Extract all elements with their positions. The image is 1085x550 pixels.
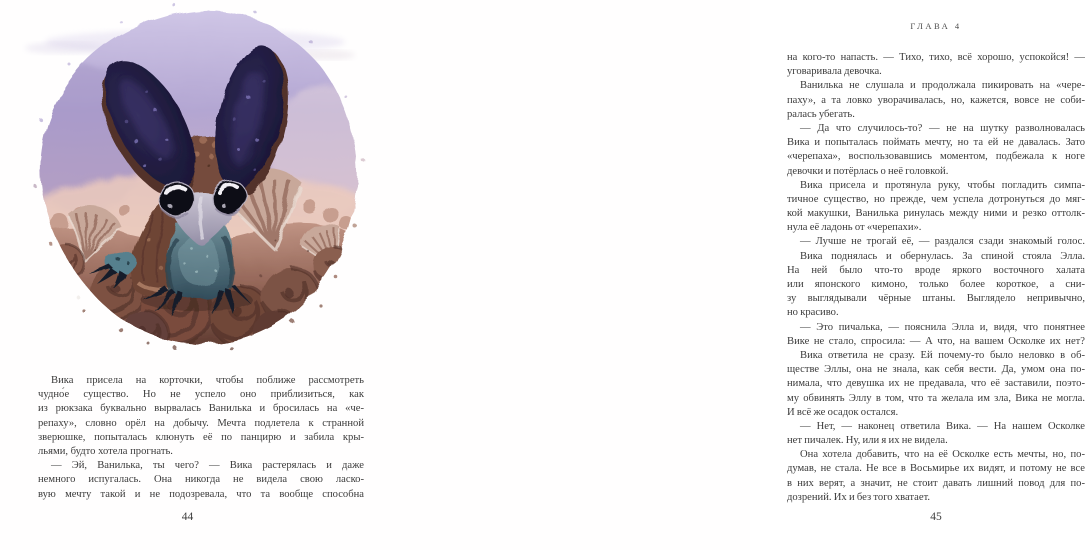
- text-line: Вика присела на корточки, чтобы поближе рассмотреть: [51, 375, 364, 386]
- text-line: Ванилька не слушала и продолжала пикировать на «чере-: [800, 80, 1085, 92]
- text-line: — Нет, — наконец ответила Вика. — На нашем Осколке: [800, 420, 1085, 432]
- text-line: девочки и потёрлась о неё головкой.: [787, 165, 949, 177]
- text-line: уговаривала девочка.: [787, 66, 882, 78]
- text-line: льями, будто хотела прогнать.: [38, 445, 173, 457]
- text-line: зверюшке, попыталась клюнуть её по панцирю и забила кры-: [38, 431, 364, 443]
- text-line: ралась убегать.: [787, 108, 855, 120]
- text-line: зу выглядывали чёрные штаны. Выглядело непривычно,: [787, 293, 1085, 305]
- text-line: Вике не стало, спросила: — А что, на вашем Осколке их нет?: [787, 335, 1085, 347]
- creature-illustration-svg: [25, 0, 360, 352]
- text-line: Вика и попыталась поймать мечту, но та ей не давалась. Зато: [787, 137, 1085, 149]
- text-line: И всё же осадок остался.: [787, 406, 899, 418]
- text-line: Она хотела добавить, что на её Осколке есть мечты, но, по-: [800, 449, 1085, 461]
- text-line: немного испугалась. Она никогда не видела свою ласко-: [38, 474, 364, 486]
- text-line: нет пичалек. Ну, или я их не видела.: [787, 435, 948, 447]
- text-line: Вика присела и протянула руку, чтобы погладить симпа-: [800, 179, 1085, 191]
- text-line: чудно́е существо. Но не успело оно приблизиться, как: [38, 389, 364, 401]
- right-page-text: [787, 51, 1085, 505]
- text-line: Вика ответила не сразу. Ей почему-то было неловко в об-: [800, 349, 1085, 361]
- text-line: «черепаха», воспользовавшись моментом, подбежала к ноге: [787, 151, 1085, 163]
- text-line: — Эй, Ванилька, ты чего? — Вика растерялась и даже: [51, 460, 364, 472]
- page-right: [375, 0, 1085, 550]
- text-line: нула её ладонь от «черепахи».: [787, 222, 922, 234]
- text-line: но красиво.: [787, 307, 839, 319]
- text-line: паху», а та ловко уворачивалась, но, кажется, вовсе не соби-: [787, 94, 1085, 106]
- creature-illustration: [25, 0, 360, 352]
- chapter-running-head: ГЛАВА 4: [910, 21, 962, 31]
- text-line: нимала, что девушка их не предавала, что её заставили, поэто-: [787, 378, 1085, 390]
- text-line: вую мечту такой и не подозревала, что та вообще способна: [38, 488, 364, 500]
- text-line: на кого-то напасть. — Тихо, тихо, всё хорошо, успокойся! —: [787, 52, 1085, 63]
- text-line: — Это пичалька, — пояснила Элла и, видя, что понятнее: [800, 321, 1085, 333]
- text-line: дозрений. Их и без того хватает.: [787, 491, 931, 503]
- text-line: тичное существо, но прежде, чем успела дотронуться до мяг-: [787, 193, 1085, 205]
- text-line: из рюкзака буквально вырвалась Ванилька и бросилась на «че-: [38, 403, 364, 415]
- text-line: репаху», словно орёл на добычу. Мечта подлетела к странной: [38, 417, 364, 429]
- text-line: — Да что случилось-то? — не на шутку разволновалась: [800, 122, 1085, 134]
- text-line: или японского кимоно, только более короткое, а сни-: [787, 279, 1085, 290]
- text-line: — Лучше не трогай её, — раздался сзади знакомый голос.: [800, 236, 1085, 248]
- left-page-text: [38, 374, 364, 502]
- text-line: Вика поднялась и обернулась. За спиной стояла Элла.: [800, 250, 1085, 262]
- text-line: в них верят, а значит, не стоит давать лишний повод для по-: [787, 477, 1085, 489]
- text-line: ществе Эллы, она не знала, как себя вести. Да, умом она по-: [787, 364, 1085, 376]
- text-line: На ней было что-то вроде яркого восточного халата: [787, 264, 1085, 276]
- page-number-left: 44: [181, 511, 194, 523]
- text-line: кой макушки, Ванилька ринулась между ними и резко оттолк-: [787, 208, 1085, 220]
- page-left: [0, 0, 375, 550]
- text-line: му обвинять Эллу в том, что та желала им зла, Вика не могла.: [787, 392, 1085, 404]
- text-line: думав, не стала. Не все в Восьмирье их видят, и потому не все: [787, 463, 1085, 475]
- page-number-right: 45: [930, 511, 942, 523]
